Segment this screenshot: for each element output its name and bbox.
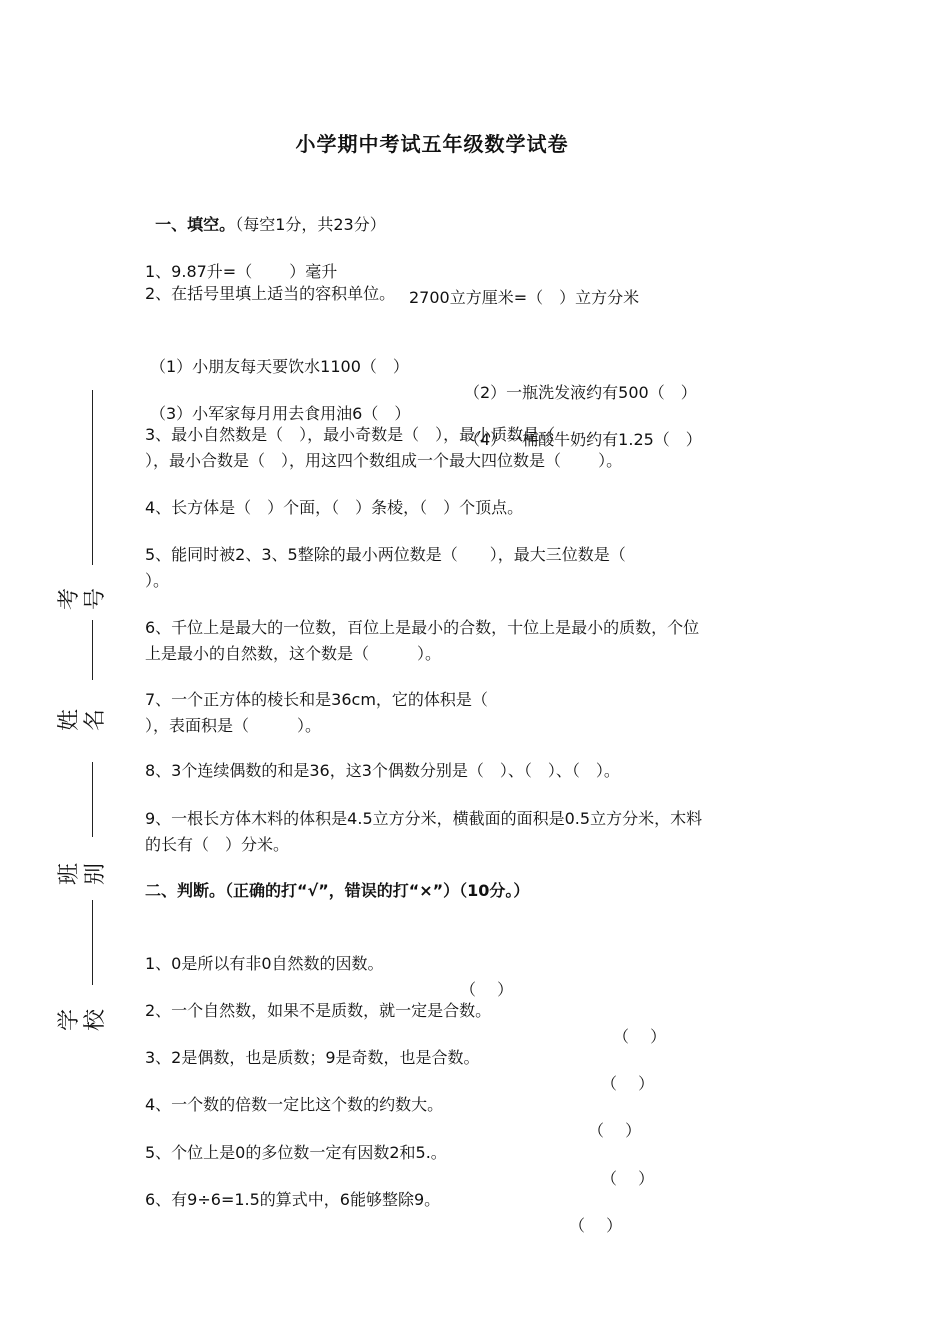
question-1-part-a: 1、9.87升=（ ）毫升 <box>145 262 338 281</box>
strip-line <box>92 762 93 837</box>
question-8: 8、3个连续偶数的和是36，这3个偶数分别是（ ）、（ ）、（ ）。 <box>145 761 620 780</box>
section1-note: （每空1分，共23分） <box>235 215 386 234</box>
section2-heading: 二、判断。（正确的打“√”，错误的打“×”）（10分。） <box>145 881 530 900</box>
question-2-row-1 <box>150 328 815 402</box>
judgement-item <box>145 1161 810 1235</box>
answer-paren[interactable]: （ ） <box>601 1074 655 1093</box>
judgement-item-text: 6、有9÷6=1.5的算式中，6能够整除9。 <box>145 1190 441 1209</box>
question-2: 2、在括号里填上适当的容积单位。 <box>145 284 396 303</box>
answer-paren[interactable]: （ ） <box>460 980 514 999</box>
section1-title: 一、填空。 <box>155 215 236 234</box>
class-label: 班别 <box>57 863 108 886</box>
answer-paren[interactable]: （ ） <box>569 1216 623 1235</box>
question-2-sub-2: （2）一瓶洗发液约有500（ ） <box>464 383 697 402</box>
question-9: 9、一根长方体木料的体积是4.5立方分米，横截面的面积是0.5立方分米，木料 的长有（ ）分米。 <box>145 809 703 854</box>
strip-line <box>92 390 93 565</box>
judgement-item-text: 5、个位上是0的多位数一定有因数2和5.。 <box>145 1143 447 1162</box>
judgement-item-text: 3、2是偶数，也是质数；9是奇数，也是合数。 <box>145 1048 480 1067</box>
question-4: 4、长方体是（ ）个面，（ ）条棱，（ ）个顶点。 <box>145 498 524 517</box>
question-5: 5、能同时被2、3、5整除的最小两位数是（ ），最大三位数是（ ）。 <box>145 545 626 590</box>
question-2-sub-4: （4）一桶酸牛奶约有1.25（ ） <box>464 430 702 449</box>
judgement-item <box>145 1066 810 1140</box>
page-title: 小学期中考试五年级数学试卷 <box>295 132 569 156</box>
question-1-part-b: 2700立方厘米=（ ）立方分米 <box>409 288 640 307</box>
judgement-item-text: 2、一个自然数，如果不是质数，就一定是合数。 <box>145 1001 492 1020</box>
school-label: 学校 <box>57 1009 108 1032</box>
judgement-item-text: 1、0是所以有非0自然数的因数。 <box>145 954 384 973</box>
answer-paren[interactable]: （ ） <box>588 1121 642 1140</box>
exam-number-label: 考号 <box>57 588 108 611</box>
judgement-item <box>145 1114 810 1188</box>
judgement-item <box>145 925 810 999</box>
judgement-item-text: 4、一个数的倍数一定比这个数的约数大。 <box>145 1095 444 1114</box>
strip-line <box>92 900 93 985</box>
question-2-sub-3: （3）小军家每月用去食用油6（ ） <box>150 404 411 423</box>
name-label: 姓名 <box>57 709 108 732</box>
answer-paren[interactable]: （ ） <box>613 1027 667 1046</box>
section1-heading <box>145 186 386 238</box>
judgement-item <box>145 972 810 1046</box>
answer-paren[interactable]: （ ） <box>601 1169 655 1188</box>
question-2-sub-1: （1）小朋友每天要饮水1100（ ） <box>150 357 409 376</box>
question-6: 6、千位上是最大的一位数，百位上是最小的合数，十位上是最小的质数，个位 上是最小的自然数，这个数是（ ）。 <box>145 618 700 663</box>
question-7: 7、一个正方体的棱长和是36cm，它的体积是（ ），表面积是（ ）。 <box>145 690 488 735</box>
strip-line <box>92 620 93 680</box>
judgement-item <box>145 1019 810 1093</box>
binding-strip <box>57 380 108 1040</box>
question-3: 3、最小自然数是（ ），最小奇数是（ ），最小质数是（ ），最小合数是（ ），用这四个数组成一个最大四位数是（ ）。 <box>145 425 623 470</box>
